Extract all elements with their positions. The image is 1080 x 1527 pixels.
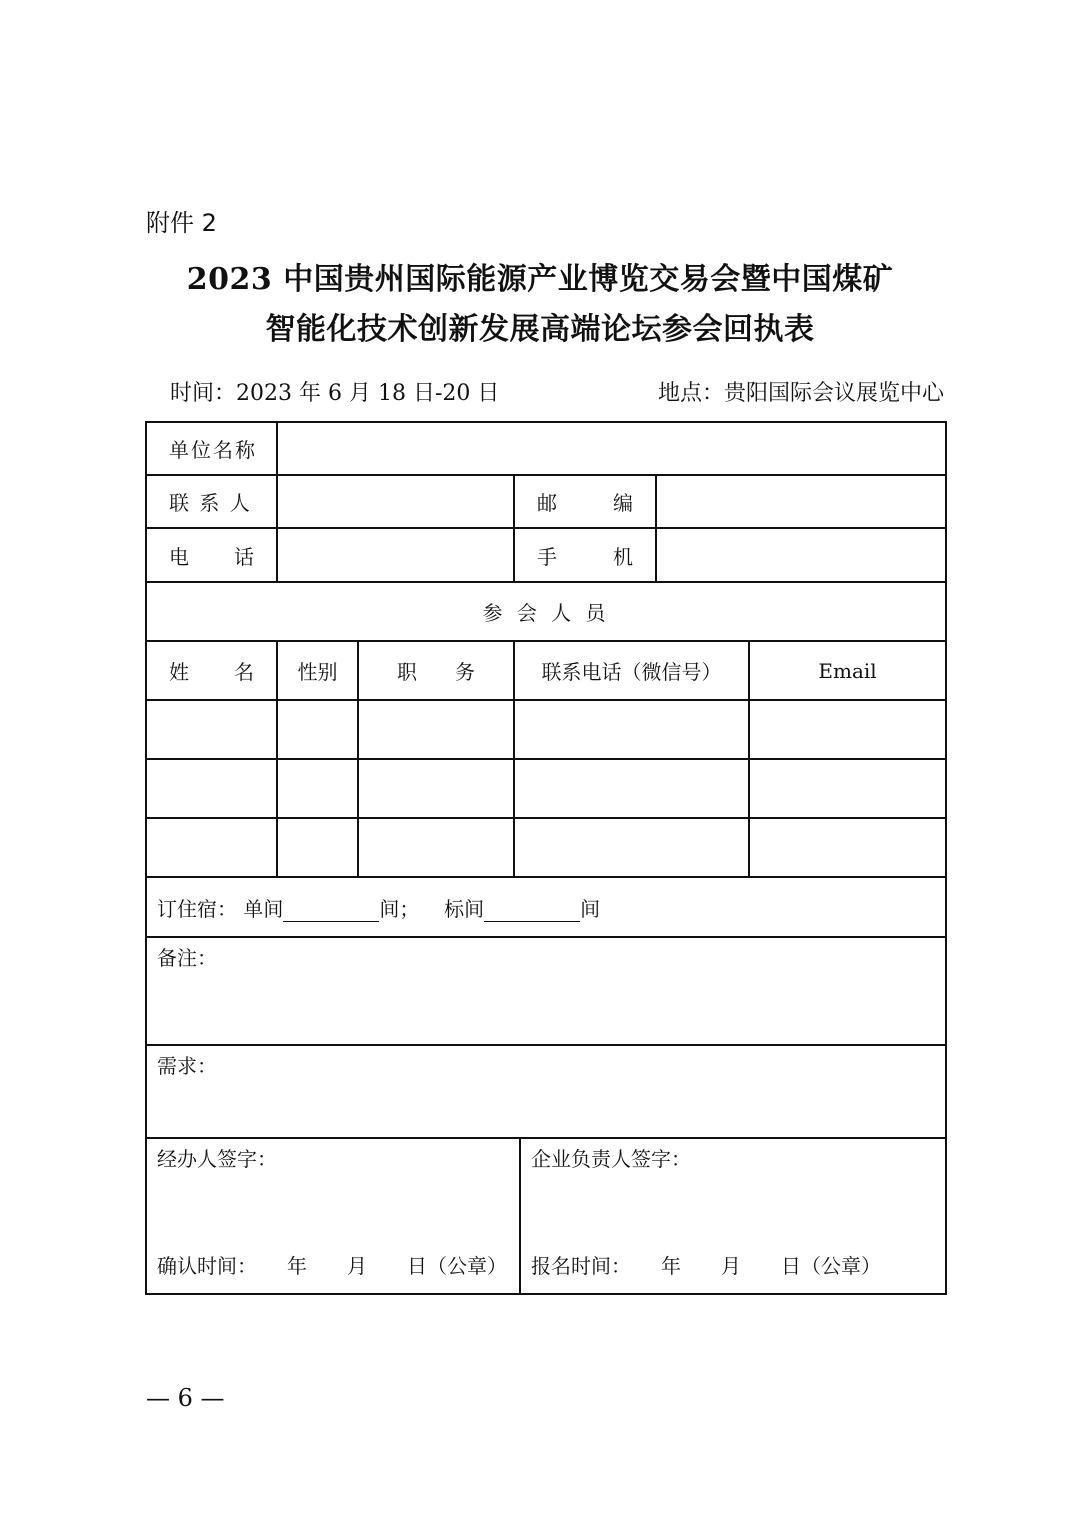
mobile-label-b: 机 bbox=[613, 544, 633, 569]
col-position-header-a: 职 bbox=[397, 660, 417, 684]
handler-sign-label: 经办人签字： bbox=[157, 1147, 277, 1171]
postal-code-label-b: 编 bbox=[613, 491, 633, 515]
col-position-header-b: 务 bbox=[455, 660, 475, 684]
lodging-standard-label: 标间 bbox=[444, 896, 485, 921]
attendee-row bbox=[146, 759, 946, 818]
phone-field[interactable] bbox=[277, 528, 514, 582]
leader-sign-label: 企业负责人签字： bbox=[531, 1147, 691, 1171]
event-time: 时间：2023 年 6 月 18 日-20 日 bbox=[170, 381, 500, 406]
attendee-gender-cell[interactable] bbox=[277, 759, 358, 818]
postal-code-field[interactable] bbox=[656, 475, 946, 528]
unit-name-label: 单位名称 bbox=[146, 422, 277, 475]
needs-cell[interactable] bbox=[146, 1045, 946, 1138]
document-title-line2: 智能化技术创新发展高端论坛参会回执表 bbox=[265, 312, 815, 347]
attendee-name-cell[interactable] bbox=[146, 818, 277, 877]
contact-person-label: 联 系 人 bbox=[146, 475, 277, 528]
attendees-header: 参 会 人 员 bbox=[146, 582, 946, 641]
lodging-row bbox=[146, 877, 946, 937]
phone-label-a: 电 bbox=[169, 544, 189, 569]
attendee-email-cell[interactable] bbox=[749, 759, 946, 818]
unit-name-field[interactable] bbox=[277, 422, 946, 475]
attendee-position-cell[interactable] bbox=[358, 700, 514, 759]
postal-code-label bbox=[514, 475, 656, 528]
attendee-gender-cell[interactable] bbox=[277, 818, 358, 877]
col-gender-header: 性别 bbox=[277, 641, 358, 700]
col-name-header bbox=[146, 641, 277, 700]
needs-label: 需求： bbox=[157, 1054, 217, 1078]
lodging-standard-blank[interactable] bbox=[484, 899, 580, 922]
col-position-header bbox=[358, 641, 514, 700]
remarks-label: 备注： bbox=[157, 946, 217, 970]
attendee-phone-cell[interactable] bbox=[514, 700, 749, 759]
mobile-label bbox=[514, 528, 656, 582]
attendee-name-cell[interactable] bbox=[146, 759, 277, 818]
attendee-email-cell[interactable] bbox=[749, 818, 946, 877]
attendee-name-cell[interactable] bbox=[146, 700, 277, 759]
attendee-phone-cell[interactable] bbox=[514, 818, 749, 877]
attendee-position-cell[interactable] bbox=[358, 818, 514, 877]
lodging-rooms2-label: 间 bbox=[580, 896, 601, 921]
leader-signature-cell[interactable] bbox=[520, 1138, 946, 1294]
handler-signature-cell[interactable] bbox=[146, 1138, 520, 1294]
attendee-row bbox=[146, 700, 946, 759]
mobile-label-a: 手 bbox=[537, 544, 557, 569]
attendee-phone-cell[interactable] bbox=[514, 759, 749, 818]
register-time-line: 报名时间： 年 月 日（公章） bbox=[531, 1254, 881, 1278]
phone-label-b: 话 bbox=[234, 544, 254, 569]
attendee-gender-cell[interactable] bbox=[277, 700, 358, 759]
attendee-position-cell[interactable] bbox=[358, 759, 514, 818]
contact-person-field[interactable] bbox=[277, 475, 514, 528]
col-name-header-b: 名 bbox=[234, 660, 254, 684]
col-email-header: Email bbox=[749, 641, 946, 700]
attendee-row bbox=[146, 818, 946, 877]
col-name-header-a: 姓 bbox=[169, 660, 189, 684]
phone-label bbox=[146, 528, 277, 582]
lodging-label: 订住宿： bbox=[157, 896, 237, 921]
lodging-single-blank[interactable] bbox=[283, 899, 379, 922]
lodging-single-label: 单间 bbox=[243, 896, 284, 921]
page-number: — 6 — bbox=[146, 1384, 225, 1412]
col-contact-phone-header: 联系电话（微信号） bbox=[514, 641, 749, 700]
mobile-field[interactable] bbox=[656, 528, 946, 582]
event-place: 地点：贵阳国际会议展览中心 bbox=[657, 381, 944, 406]
attachment-label: 附件 2 bbox=[146, 209, 217, 237]
remarks-cell[interactable] bbox=[146, 937, 946, 1045]
postal-code-label-a: 邮 bbox=[537, 491, 557, 515]
registration-form-table bbox=[145, 421, 947, 1295]
confirm-time-line: 确认时间： 年 月 日（公章） bbox=[157, 1254, 507, 1278]
lodging-rooms1-label: 间； bbox=[379, 896, 420, 921]
document-title-line1: 2023 中国贵州国际能源产业博览交易会暨中国煤矿 bbox=[186, 262, 894, 297]
attendee-email-cell[interactable] bbox=[749, 700, 946, 759]
